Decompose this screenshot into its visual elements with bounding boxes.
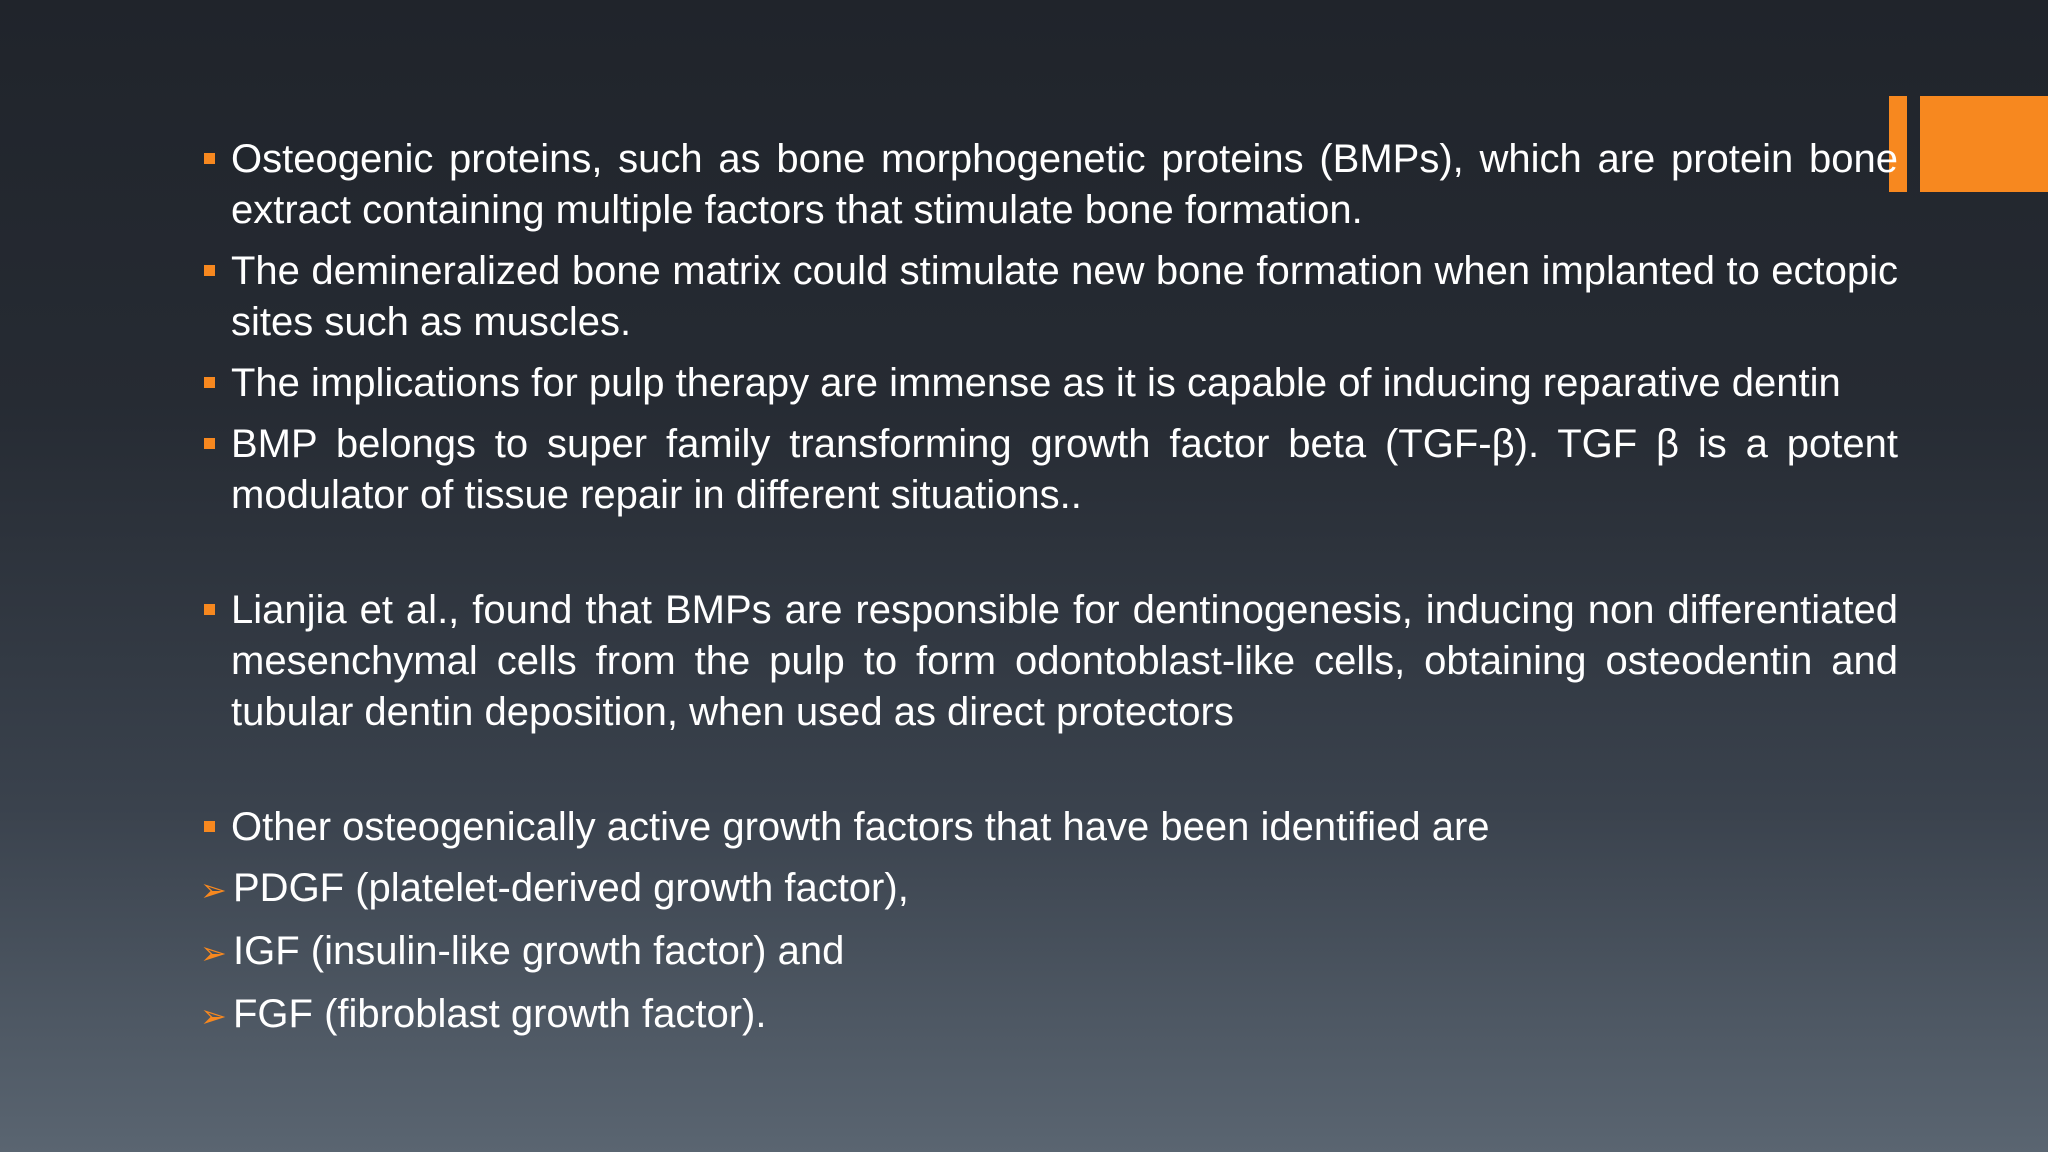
bullet-text: BMP belongs to super family transforming growth factor beta (TGF-β). TGF β is a potent modulator of tissue repair in different situations.. [231, 422, 1898, 517]
square-bullet-icon [204, 438, 215, 449]
bullet-text: Lianjia et al., found that BMPs are responsible for dentinogenesis, inducing non differentiated mesenchymal cells from the pulp to form odontoblast-like cells, obtaining osteodentin and tubular dentin deposition, when used as direct protectors [231, 588, 1898, 734]
square-bullet-icon [204, 377, 215, 388]
sub-item-text: IGF (insulin-like growth factor) and [233, 929, 845, 973]
arrow-bullet-icon: ➢ [200, 997, 227, 1035]
bullet-text: Osteogenic proteins, such as bone morphogenetic proteins (BMPs), which are protein bone extract containing multiple factors that stimulate bone formation. [231, 137, 1898, 232]
sub-item-pdgf [200, 863, 1898, 916]
bullet-text: The implications for pulp therapy are immense as it is capable of inducing reparative dentin [231, 361, 1841, 405]
slide-body [200, 134, 1898, 1052]
square-bullet-icon [204, 265, 215, 276]
sub-item-igf [200, 926, 1898, 979]
sub-item-text: FGF (fibroblast growth factor). [233, 992, 767, 1036]
bullet-item-lianjia [200, 585, 1898, 738]
square-bullet-icon [204, 153, 215, 164]
accent-bar-thick [1920, 96, 2048, 192]
bullet-item-demineralized-matrix [200, 246, 1898, 348]
sub-item-text: PDGF (platelet-derived growth factor), [233, 866, 909, 910]
bullet-text: Other osteogenically active growth factors that have been identified are [231, 805, 1490, 849]
bullet-item-osteogenic-proteins [200, 134, 1898, 236]
bullet-item-other-growth-factors [200, 802, 1898, 853]
square-bullet-icon [204, 604, 215, 615]
bullet-text: The demineralized bone matrix could stimulate new bone formation when implanted to ectopic sites such as muscles. [231, 249, 1898, 344]
bullet-item-bmp-tgf-beta [200, 419, 1898, 521]
bullet-item-pulp-therapy [200, 358, 1898, 409]
arrow-bullet-icon: ➢ [200, 871, 227, 909]
square-bullet-icon [204, 821, 215, 832]
arrow-bullet-icon: ➢ [200, 934, 227, 972]
sub-item-fgf [200, 989, 1898, 1042]
